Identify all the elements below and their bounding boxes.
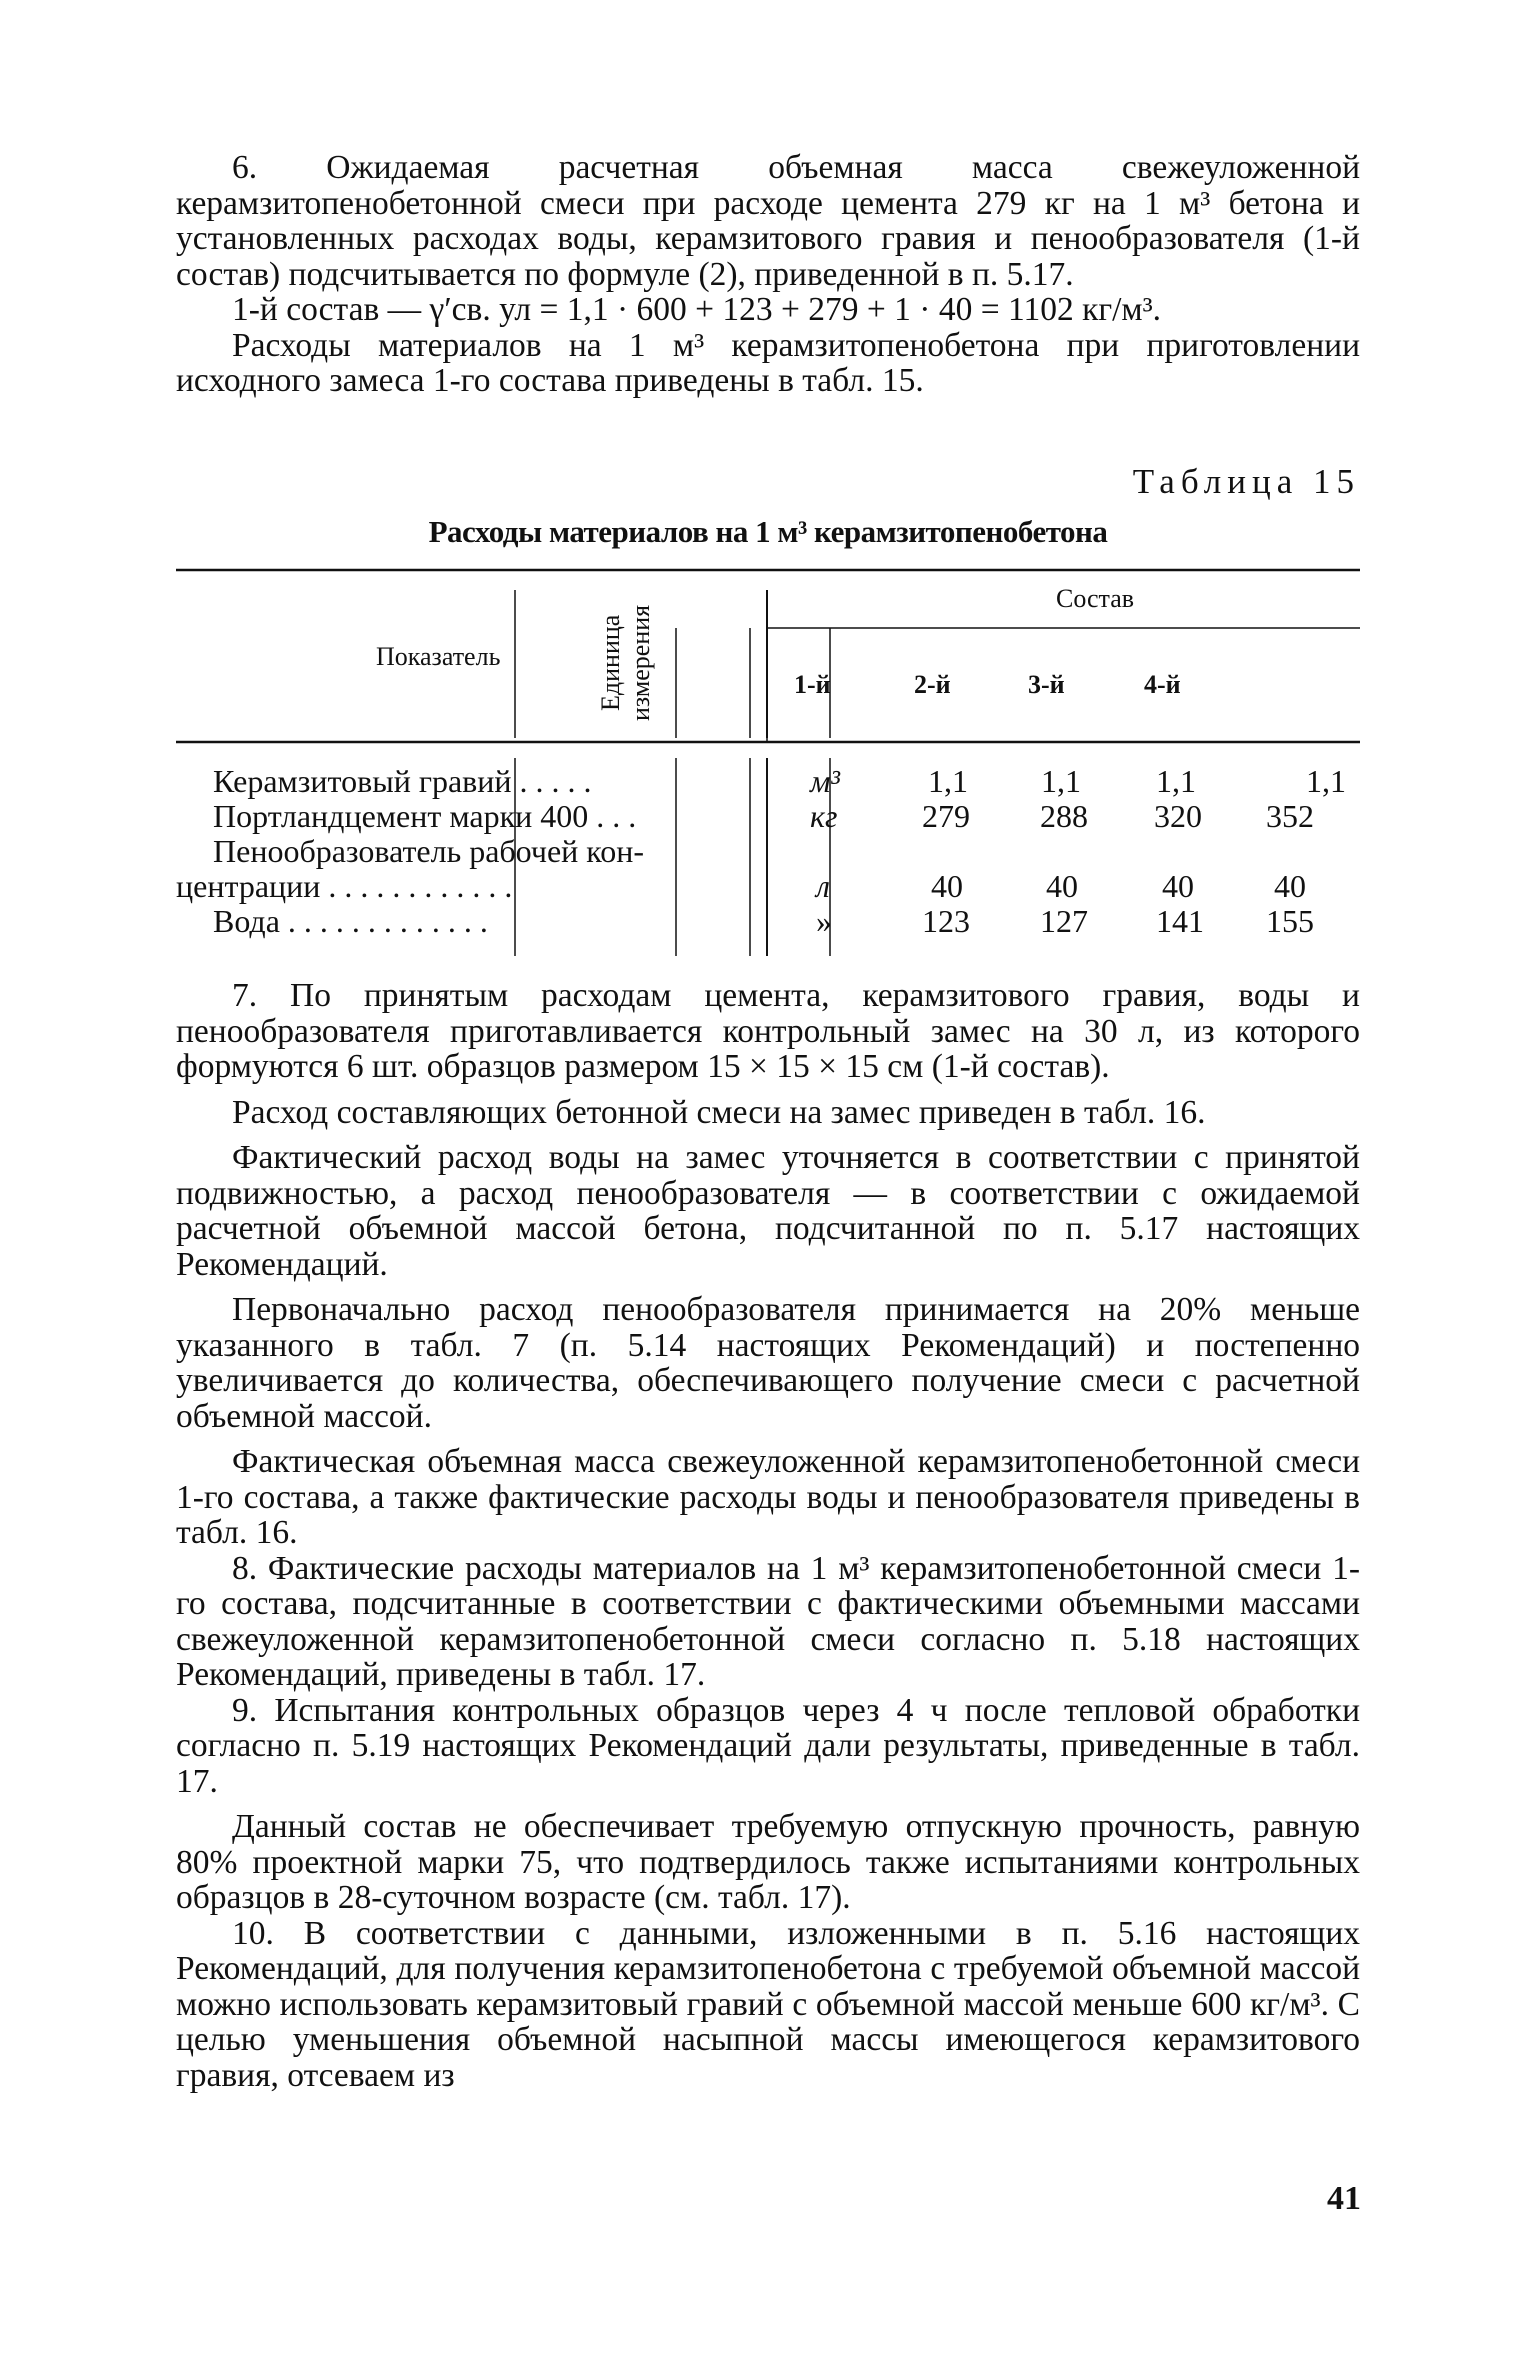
paragraph-10: 10. В соответствии с данными, изложенными в п. 5.16 настоящих Рекомендаций, для получения керамзитопенобетона с требуемой объемной массой можно использовать керамзитовый гравий с объемной массой меньше 600 кг/м³. С целью уменьшения объемной насыпной массы имеющегося керамзитового гравия, отсеваем из (176, 1914, 1360, 2094)
row-unit: м³ (810, 763, 841, 799)
cell-r1-c1: 279 (922, 798, 970, 834)
paragraph-8: 8. Фактические расходы материалов на 1 м³ керамзитопенобетонной смеси 1-го состава, подсчитанные в соответствии с фактическими объемными массами свежеуложенной керамзитопенобетонной смеси согласно п. 5.18 настоящих Рекомендаций, приведены в табл. 17. (176, 1549, 1360, 1693)
paragraph-9: 9. Испытания контрольных образцов через 4 ч после тепловой обработки согласно п. 5.19 настоящих Рекомендаций дали результаты, приведенные в табл. 17. (176, 1691, 1360, 1800)
paragraph: Расход составляющих бетонной смеси на замес приведен в табл. 16. (232, 1093, 1206, 1131)
header-col-3: 3-й (1028, 670, 1065, 699)
cell-r0-c3: 1,1 (1156, 763, 1196, 799)
header-col-1: 1-й (794, 670, 831, 699)
paragraph: Первоначально расход пенообразователя принимается на 20% меньше указанного в табл. 7 (п. 5.14 настоящих Рекомендаций) и постепенно увеличивается до количества, обеспечивающего получение смеси с расчетной объемной массой. (176, 1291, 1360, 1435)
cell-r4-c2: 127 (1040, 903, 1088, 939)
materials-table (176, 568, 1360, 958)
row-label: Керамзитовый гравий . . . . . (213, 763, 592, 799)
cell-r0-c1: 1,1 (928, 763, 968, 799)
header-col-4: 4-й (1144, 670, 1181, 699)
paragraph-7: 7. По принятым расходам цемента, керамзитового гравия, воды и пенообразователя приготавливается контрольный замес на 30 л, из которого формуются 6 шт. образцов размером 15 × 15 × 15 см (1-й состав). (176, 977, 1360, 1085)
header-col-2: 2-й (914, 670, 951, 699)
header-indicator: Показатель (376, 642, 501, 671)
row-unit: л (816, 868, 830, 904)
header-composition: Состав (1056, 584, 1135, 613)
header-unit: Единица измерения (596, 604, 655, 722)
cell-r1-c2: 288 (1040, 798, 1088, 834)
text-block-top (176, 150, 1360, 399)
paragraph: Фактическая объемная масса свежеуложенной керамзитопенобетонной смеси 1-го состава, а также фактические расходы воды и пенообразователя приведены в табл. 16. (176, 1443, 1360, 1551)
table-caption: Таблица 15 (1132, 462, 1360, 501)
row-label: Портландцемент марки 400 . . . (213, 798, 637, 834)
cell-r4-c4: 155 (1266, 903, 1314, 939)
cell-r4-c1: 123 (922, 903, 970, 939)
cell-r3-c2: 40 (1046, 868, 1078, 904)
page-number: 41 (1327, 2180, 1361, 2217)
paragraph-table-intro: Расходы материалов на 1 м³ керамзитопенобетона при приготовлении исходного замеса 1-го состава приведены в табл. 15. (176, 326, 1360, 399)
text-block-bottom (176, 978, 1360, 2093)
cell-r3-c1: 40 (931, 868, 963, 904)
cell-r4-c3: 141 (1156, 903, 1204, 939)
paragraph-6: 6. Ожидаемая расчетная объемная масса свежеуложенной керамзитопенобетонной смеси при расходе цемента 279 кг на 1 м³ бетона и установленных расходах воды, керамзитового гравия и пенообразователя (1-й состав) подсчитывается по формуле (2), приведенной в п. 5.17. (176, 149, 1360, 293)
row-label: Вода . . . . . . . . . . . . . (213, 903, 488, 939)
cell-r3-c3: 40 (1162, 868, 1194, 904)
cell-r1-c3: 320 (1154, 798, 1202, 834)
paragraph: Фактический расход воды на замес уточняется в соответствии с принятой подвижностью, а расход пенообразователя — в соответствии с ожидаемой расчетной объемной массой бетона, подсчитанной по п. 5.17 настоящих Рекомендаций. (176, 1139, 1360, 1283)
row-unit: кг (810, 798, 838, 834)
row-label: центрации . . . . . . . . . . . . (176, 868, 513, 904)
table-title: Расходы материалов на 1 м³ керамзитопенобетона (428, 514, 1108, 549)
paragraph: Данный состав не обеспечивает требуемую отпускную прочность, равную 80% проектной марки 75, что подтвердилось также испытаниями контрольных образцов в 28-суточном возрасте (см. табл. 17). (176, 1808, 1360, 1916)
cell-r0-c2: 1,1 (1041, 763, 1081, 799)
cell-r1-c4: 352 (1266, 798, 1314, 834)
formula-line: 1-й состав — γ′св. ул = 1,1 · 600 + 123 + 279 + 1 · 40 = 1102 кг/м³. (232, 291, 1162, 328)
cell-r0-c4: 1,1 (1306, 763, 1346, 799)
cell-r3-c4: 40 (1274, 868, 1306, 904)
row-label: Пенообразователь рабочей кон- (213, 833, 644, 869)
row-unit: » (816, 903, 832, 939)
